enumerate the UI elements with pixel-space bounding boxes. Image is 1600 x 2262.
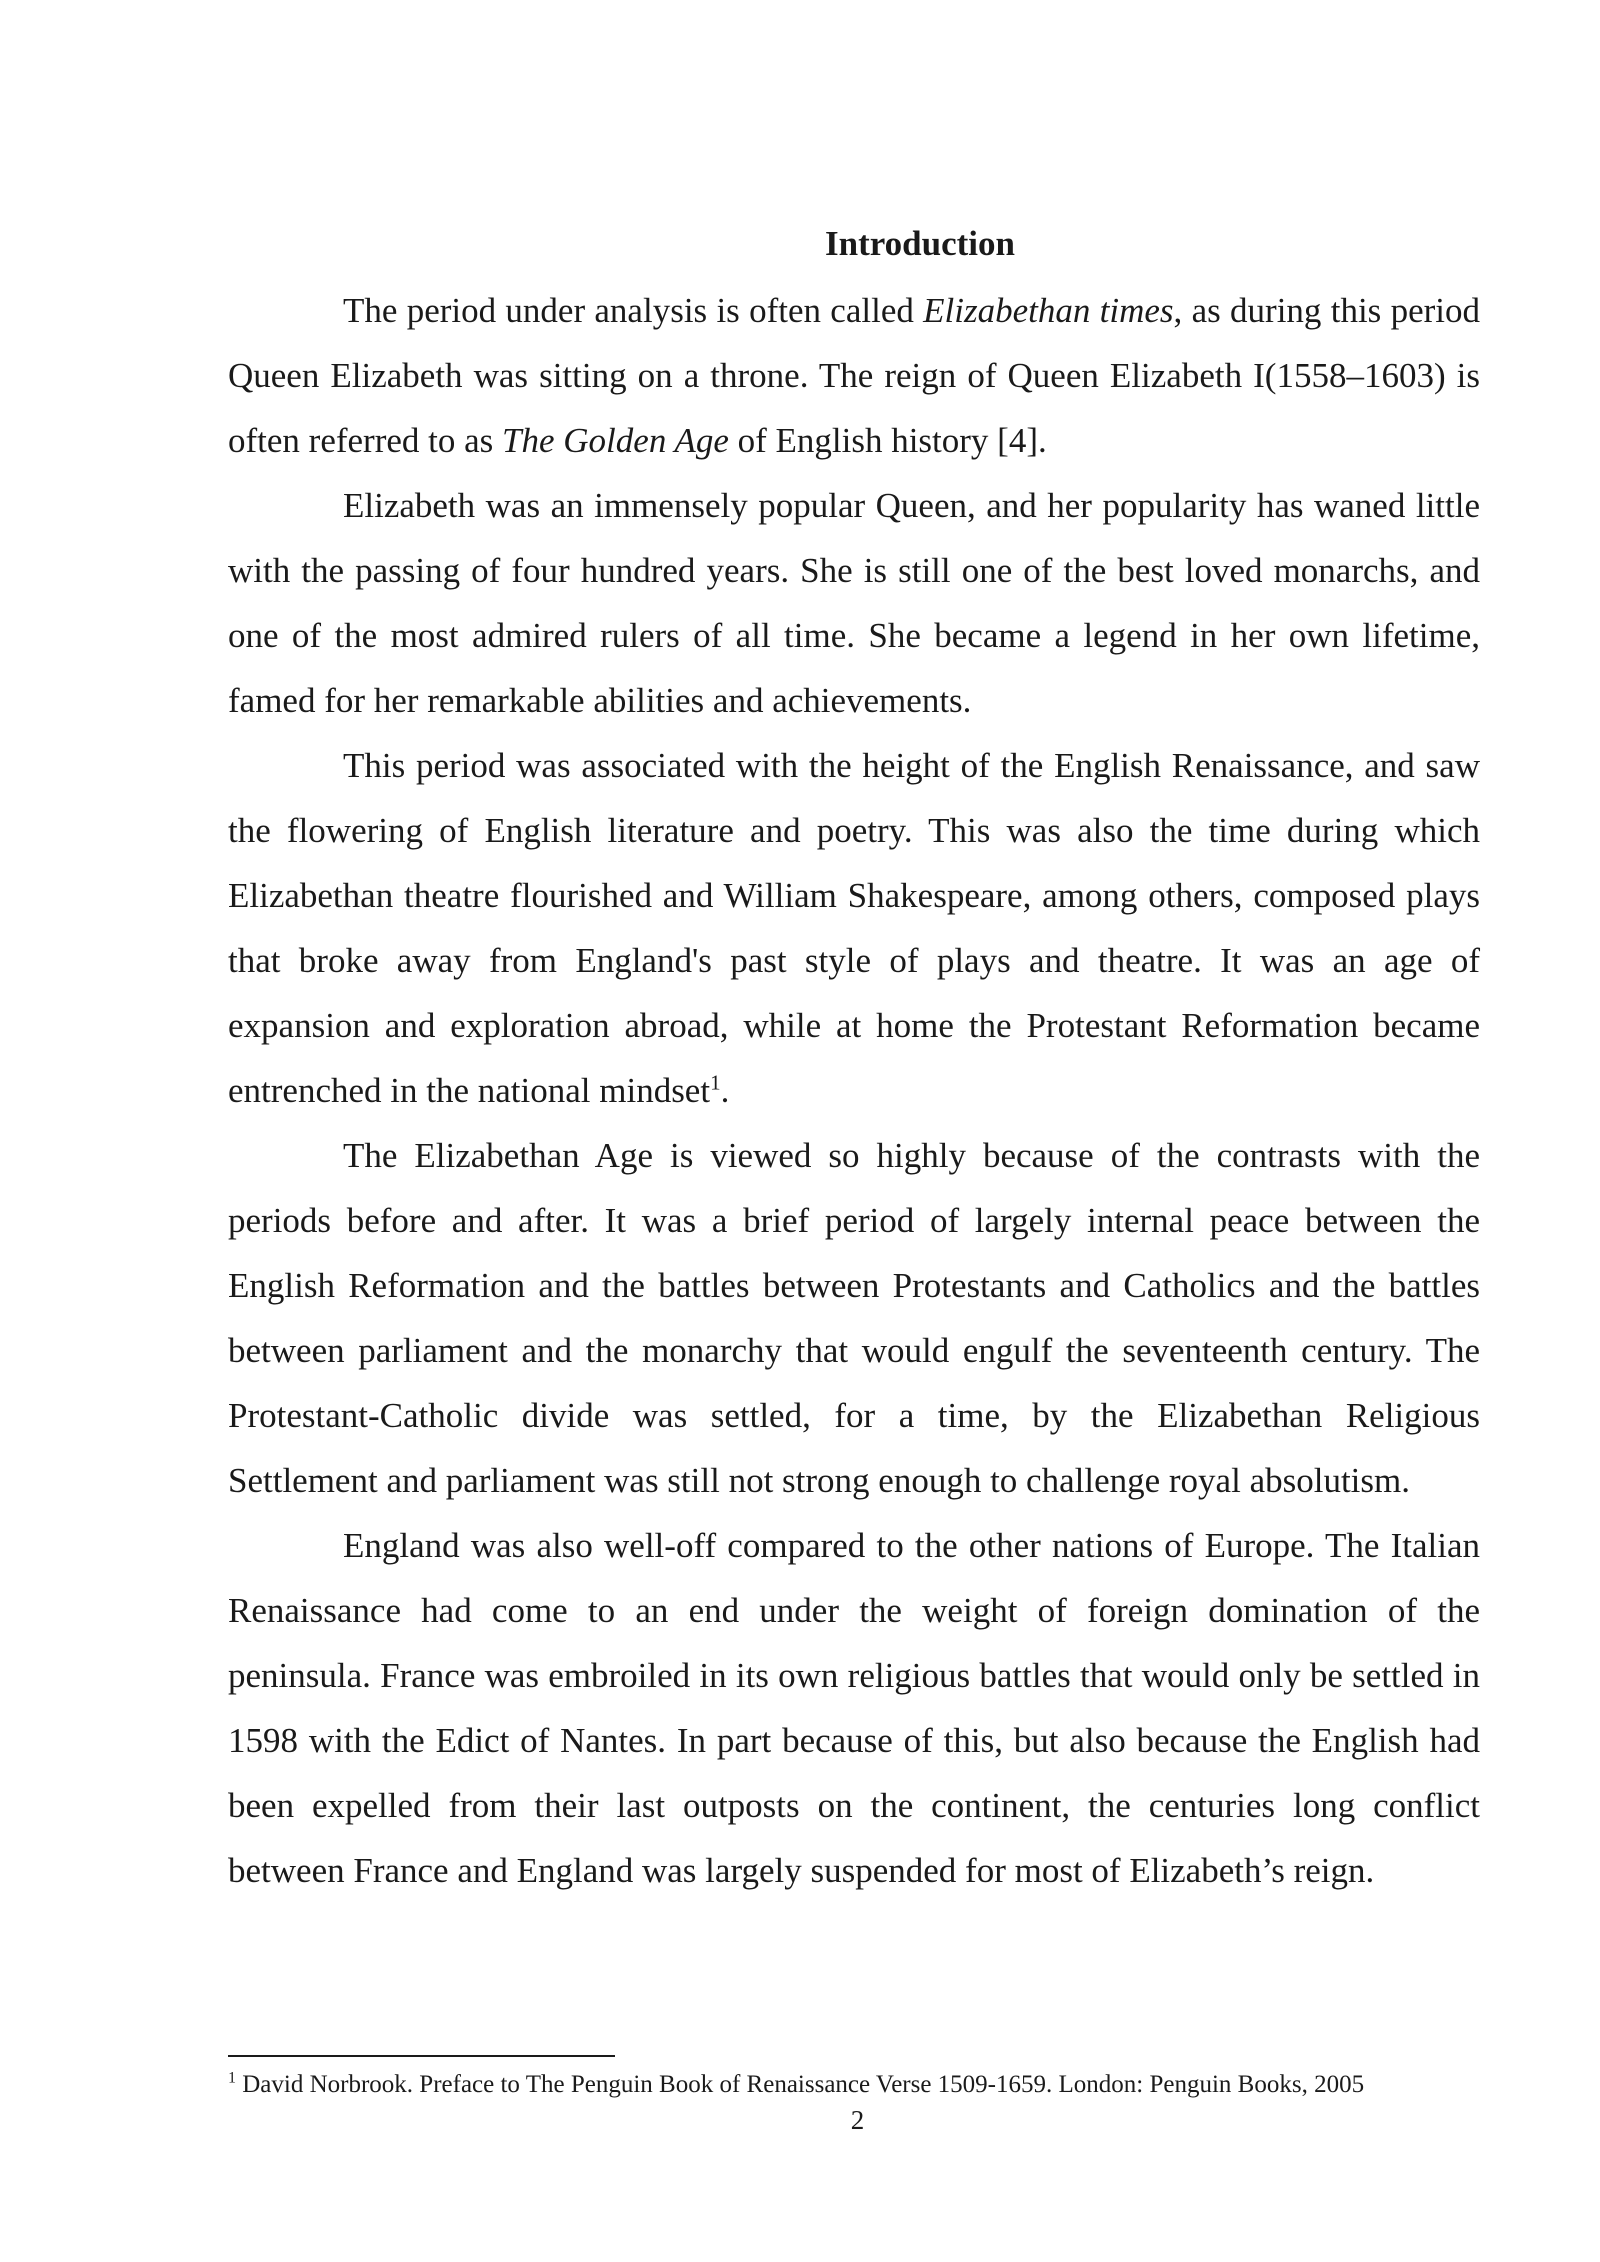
paragraph-1-text-c: of English history [4]. — [728, 421, 1047, 460]
paragraph-4: The Elizabethan Age is viewed so highly because of the contrasts with the periods before and after. It was a brief period of largely internal peace between the English Reformation and the battles between Protestants and Catholics and the battles between parliament and the monarchy that would engulf the seventeenth century. The Protestant-Catholic divide was settled, for a time, by the Elizabethan Religious Settlement and parliament was still not strong enough to challenge royal absolutism. — [228, 1136, 1480, 1500]
paragraph-2: Elizabeth was an immensely popular Queen, and her popularity has waned little with the passing of four hundred years. She is still one of the best loved monarchs, and one of the most admired rulers of all time. She became a legend in her own lifetime, famed for her remarkable abilities and achievements. — [228, 486, 1480, 720]
paragraph-1-italic-elizabethan-times: Elizabethan times — [923, 291, 1174, 330]
section-heading: Introduction — [825, 224, 1015, 263]
paragraph-3 — [228, 733, 1480, 1123]
page-number: 2 — [850, 2105, 865, 2135]
footnote-separator — [228, 2055, 615, 2057]
paragraph-5: England was also well-off compared to the other nations of Europe. The Italian Renaissance had come to an end under the weight of foreign domination of the peninsula. France was embroiled in its own religious battles that would only be settled in 1598 with the Edict of Nantes. In part because of this, but also because the English had been expelled from their last outposts on the continent, the centuries long conflict between France and England was largely suspended for most of Elizabeth’s reign. — [228, 1526, 1480, 1890]
body-text — [228, 278, 1480, 1903]
footnote — [228, 2068, 1480, 2102]
footnote-number: 1 — [228, 2069, 236, 2087]
paragraph-1-italic-golden-age: The Golden Age — [502, 421, 729, 460]
footnote-reference[interactable]: 1 — [710, 1070, 721, 1095]
paragraph-3-text: This period was associated with the height of the English Renaissance, and saw the flowering of English literature and poetry. This was also the time during which Elizabethan theatre flourished and William Shakespeare, among others, composed plays that broke away from England's past style of plays and theatre. It was an age of expansion and exploration abroad, while at home the Protestant Reformation became entrenched in the national mindset — [228, 746, 1480, 1110]
paragraph-1-text-b: , as during this period Queen Elizabeth was sitting on a throne. The reign of Queen Elizabeth I(1558–1603) is often referred to as — [228, 291, 1480, 460]
footnote-text: David Norbrook. Preface to The Penguin Book of Renaissance Verse 1509-1659. London: Penguin Books, 2005 — [236, 2071, 1365, 2098]
paragraph-1 — [228, 278, 1480, 473]
paragraph-1-text-a: The period under analysis is often called — [343, 291, 924, 330]
paragraph-3-end: . — [720, 1071, 730, 1110]
